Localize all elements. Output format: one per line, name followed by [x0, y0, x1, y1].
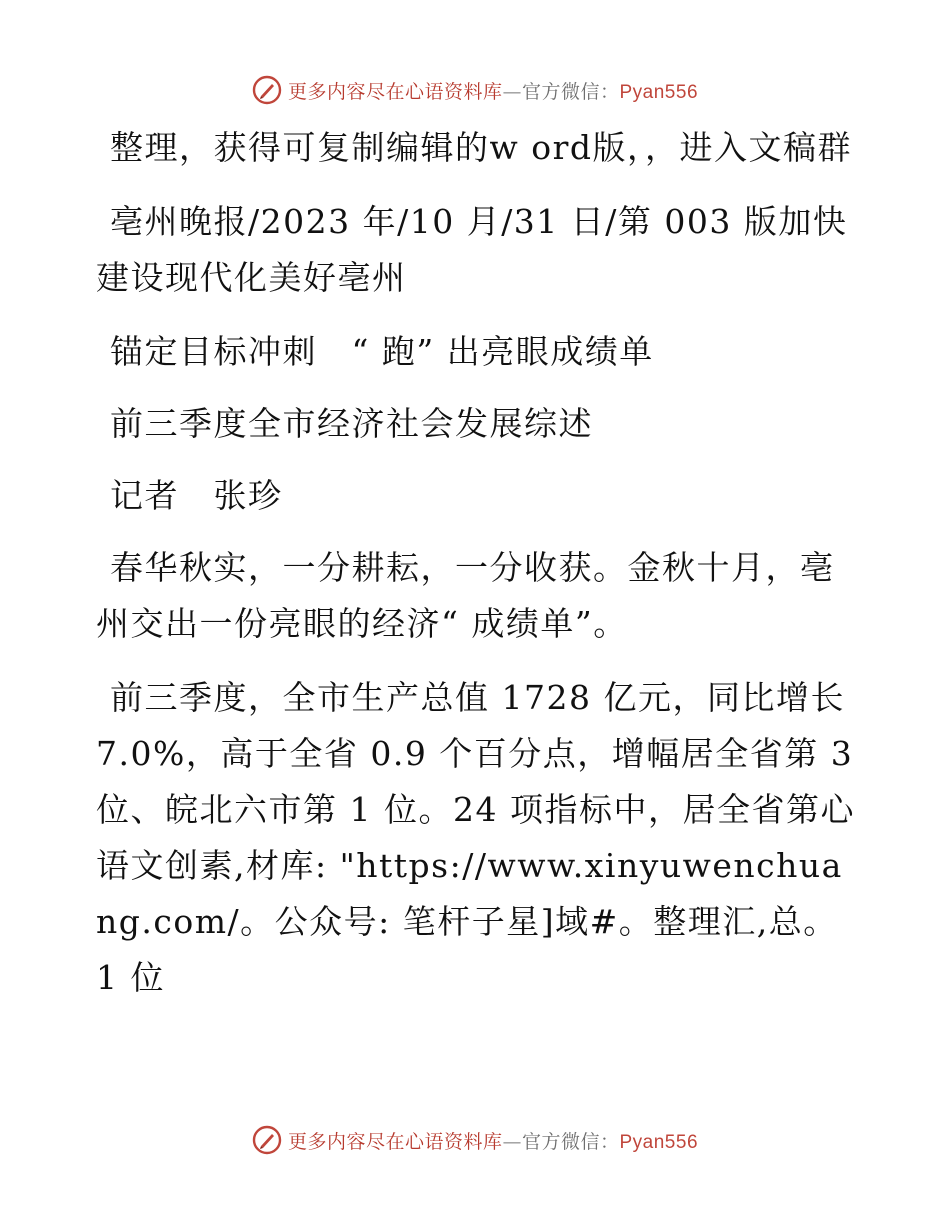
watermark-dash: — — [502, 80, 522, 103]
watermark-text — [288, 1127, 698, 1154]
watermark-main: 更多内容尽在心语资料库 — [287, 1130, 503, 1153]
paragraph: 亳州晚报/2023 年/10 月/31 日/第 003 版加快建设现代化美好亳州 — [96, 202, 848, 297]
paragraph: 整理，获得可复制编辑的w ord版，，进入文稿群 — [110, 128, 853, 167]
paragraph: 春华秋实，一分耕耘，一分收获。金秋十月，亳州交出一份亮眼的经济“ 成绩单”。 — [96, 548, 835, 643]
document-body — [96, 120, 856, 1024]
article-headline: 锚定目标冲刺 “ 跑” 出亮眼成绩单 — [110, 332, 654, 371]
watermark-handle: Pyan556 — [619, 81, 699, 103]
pen-logo-icon — [252, 75, 282, 105]
footer-watermark — [0, 1122, 950, 1158]
watermark-text — [288, 77, 698, 104]
watermark-main: 更多内容尽在心语资料库 — [287, 80, 503, 103]
paragraph: 前三季度，全市生产总值 1728 亿元，同比增长 7.0%，高于全省 0.9 个百分点，增幅居全省第 3 位、皖北六市第 1 位。24 项指标中，居全省第心语文创素,材库: "https://www.xinyuwenchuang.com/。公众号: 笔杆子星]域#。整理汇,总。 1 位 — [96, 678, 855, 997]
watermark-dash: — — [502, 1130, 522, 1153]
article-subheadline: 前三季度全市经济社会发展综述 — [110, 404, 593, 443]
watermark-label: 官方微信： — [521, 80, 620, 103]
watermark-handle: Pyan556 — [619, 1131, 699, 1153]
pen-logo-icon — [252, 1125, 282, 1155]
article-byline: 记者 张珍 — [110, 476, 283, 515]
watermark-label: 官方微信： — [521, 1130, 620, 1153]
header-watermark — [0, 72, 950, 108]
